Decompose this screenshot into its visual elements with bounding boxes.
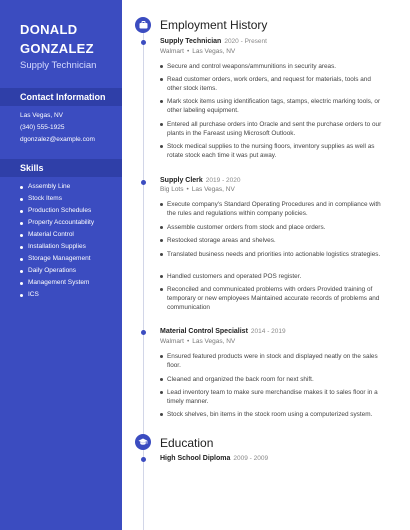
contact-phone[interactable]: (340) 555-1925 xyxy=(20,124,65,131)
timeline-dot xyxy=(141,330,146,335)
job-company-line: Walmart • Las Vegas, NV xyxy=(160,338,236,345)
timeline-dot xyxy=(141,457,146,462)
job-bullet: Read customer orders, work orders, and request for materials, tools and other stock items. xyxy=(167,75,382,93)
job-company: Walmart xyxy=(160,338,184,345)
job-header xyxy=(160,38,267,45)
job-bullet: Ensured featured products were in stock and displayed neatly on the sales floor. xyxy=(167,352,382,370)
timeline-dot xyxy=(141,40,146,45)
skill-item: ICS xyxy=(20,289,94,301)
skill-item: Storage Management xyxy=(20,253,94,265)
job-location: Las Vegas, NV xyxy=(191,186,235,193)
job-company: Big Lots xyxy=(160,186,184,193)
degree-title: High School Diploma xyxy=(160,455,231,462)
briefcase-icon xyxy=(135,17,151,33)
job-company: Walmart xyxy=(160,48,184,55)
education-heading: Education xyxy=(160,436,214,450)
job-dates: 2014 - 2019 xyxy=(250,328,286,335)
job-bullet: Cleaned and organized the back room for next shift. xyxy=(167,375,382,384)
skill-item: Assembly Line xyxy=(20,181,94,193)
skills-heading: Skills xyxy=(0,159,122,177)
job-bullet: Handled customers and operated POS register. xyxy=(167,272,382,281)
job-bullet: Lead inventory team to make sure merchandise makes it to sales floor in a timely manner. xyxy=(167,388,382,406)
skill-item: Management System xyxy=(20,277,94,289)
job-bullet: Entered all purchase orders into Oracle and sent the purchase orders to our plants in the Fareast using Microsoft Outlook. xyxy=(167,121,382,137)
job-location: Las Vegas, NV xyxy=(192,338,236,345)
timeline-line xyxy=(143,32,144,530)
contact-heading: Contact Information xyxy=(0,88,122,106)
education-entry xyxy=(160,455,268,462)
employment-heading: Employment History xyxy=(160,18,268,32)
full-name xyxy=(20,20,94,58)
job-location: Las Vegas, NV xyxy=(192,48,236,55)
skill-item: Installation Supplies xyxy=(20,241,94,253)
job-bullet: Stock shelves, bin items in the stock room using a computerized system. xyxy=(167,410,382,419)
job-bullet: Execute company's Standard Operating Procedures and in compliance with the rules and regulations within company policies. xyxy=(167,201,381,217)
job-bullet: Translated business needs and priorities into actionable logistics strategies. xyxy=(167,251,381,258)
job-header xyxy=(160,177,241,184)
job-bullet: Restocked storage areas and shelves. xyxy=(167,236,382,245)
skill-item: Property Accountability xyxy=(20,217,94,229)
job-dates: 2020 - Present xyxy=(224,38,267,45)
skill-item: Production Schedules xyxy=(20,205,94,217)
job-company-line: Big Lots • Las Vegas, NV xyxy=(160,186,235,193)
skill-item: Material Control xyxy=(20,229,94,241)
job-title: Supply Clerk xyxy=(160,177,203,184)
degree-dates: 2009 - 2009 xyxy=(233,455,269,462)
contact-location: Las Vegas, NV xyxy=(20,112,63,119)
job-title: Material Control Specialist xyxy=(160,328,248,335)
job-company-line: Walmart • Las Vegas, NV xyxy=(160,48,236,55)
last-name: GONZALEZ xyxy=(20,41,94,56)
job-dates: 2019 - 2020 xyxy=(205,177,241,184)
job-bullet: Stock medical supplies to the nursing floors, inventory supplies as well as rotate stock each time it was put away. xyxy=(167,142,382,160)
skills-list xyxy=(20,181,94,301)
sidebar xyxy=(0,0,122,530)
graduation-cap-icon xyxy=(135,434,151,450)
profile-job-title: Supply Technician xyxy=(20,60,97,71)
job-bullet: Mark stock items using identification tags, stamps, electric marking tools, or other labeling equipment. xyxy=(167,98,381,114)
first-name: DONALD xyxy=(20,22,78,37)
job-title: Supply Technician xyxy=(160,38,222,45)
job-bullet: Assemble customer orders from stock and place orders. xyxy=(167,223,382,232)
job-bullet: Reconciled and communicated problems with orders Provided training of temporary or new employees Maintained accurate records of problems and communication xyxy=(167,285,382,312)
job-header xyxy=(160,328,286,335)
job-bullet: Secure and control weapons/ammunitions in security areas. xyxy=(167,62,382,71)
skill-item: Daily Operations xyxy=(20,265,94,277)
contact-email[interactable]: dgonzalez@example.com xyxy=(20,136,95,143)
skill-item: Stock Items xyxy=(20,193,94,205)
timeline-dot xyxy=(141,180,146,185)
